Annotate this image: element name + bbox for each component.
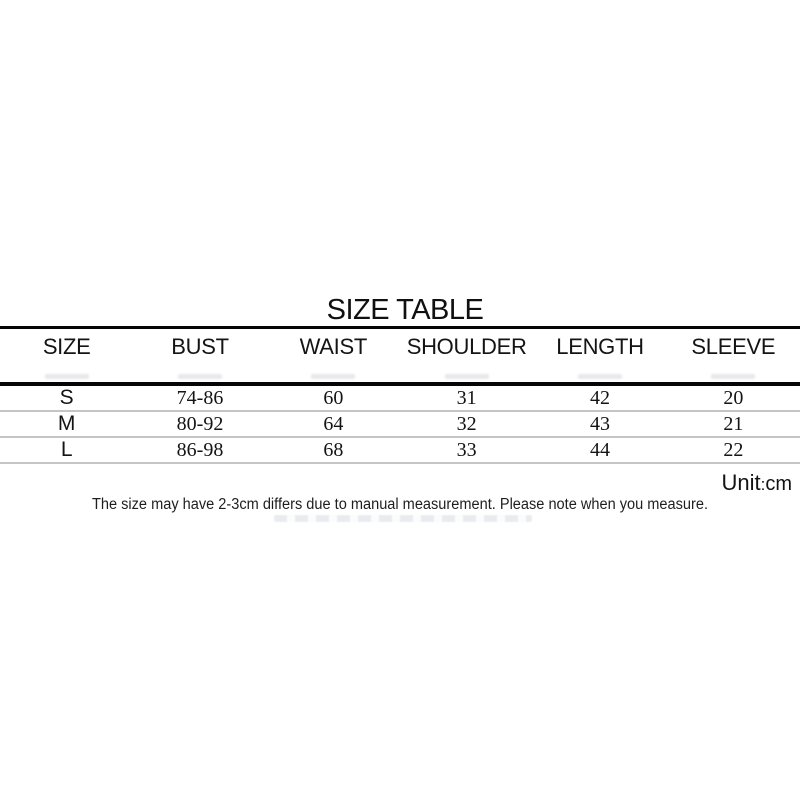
unit-value: cm	[765, 473, 792, 495]
cell-shoulder: 32	[456, 412, 477, 435]
cell-bust: 74-86	[176, 386, 224, 409]
table-row-s	[0, 386, 800, 412]
cell-sleeve: 20	[723, 386, 744, 409]
cell-size: S	[59, 386, 74, 409]
jpeg-ghost-artifact	[311, 374, 355, 379]
jpeg-ghost-artifact	[578, 374, 622, 379]
cell-size: L	[60, 438, 73, 461]
page-title: SIZE TABLE	[326, 294, 484, 326]
divider-top	[0, 326, 800, 329]
cell-waist: 60	[323, 386, 344, 409]
cell-shoulder: 31	[456, 386, 477, 409]
cell-length: 42	[589, 386, 610, 409]
measurement-note: The size may have 2-3cm differs due to manual measurement. Please note when you measure.	[91, 496, 709, 513]
cell-waist: 64	[323, 412, 344, 435]
unit-label	[721, 470, 792, 496]
jpeg-ghost-artifact	[445, 374, 489, 379]
cell-sleeve: 22	[723, 438, 744, 461]
column-header-length: LENGTH	[556, 334, 644, 359]
jpeg-ghost-artifact-row	[0, 374, 800, 379]
cell-sleeve: 21	[723, 412, 744, 435]
cell-shoulder: 33	[456, 438, 477, 461]
table-row-m	[0, 412, 800, 438]
cell-length: 43	[589, 412, 610, 435]
column-header-size: SIZE	[42, 334, 91, 359]
cell-waist: 68	[323, 438, 344, 461]
column-header-shoulder: SHOULDER	[406, 334, 527, 359]
table-header-row	[0, 331, 800, 363]
jpeg-ghost-artifact	[711, 374, 755, 379]
jpeg-ghost-artifact	[45, 374, 89, 379]
cell-size: M	[57, 412, 76, 435]
column-header-sleeve: SLEEVE	[691, 334, 776, 359]
size-table-body	[0, 386, 800, 464]
column-header-waist: WAIST	[299, 334, 367, 359]
cell-bust: 86-98	[176, 438, 224, 461]
table-row-l	[0, 438, 800, 464]
column-header-bust: BUST	[171, 334, 229, 359]
cell-length: 44	[589, 438, 610, 461]
jpeg-ghost-artifact-strip	[274, 515, 532, 522]
unit-word: Unit	[721, 470, 761, 495]
jpeg-ghost-artifact	[178, 374, 222, 379]
unit-colon: :	[760, 475, 766, 494]
cell-bust: 80-92	[176, 412, 224, 435]
